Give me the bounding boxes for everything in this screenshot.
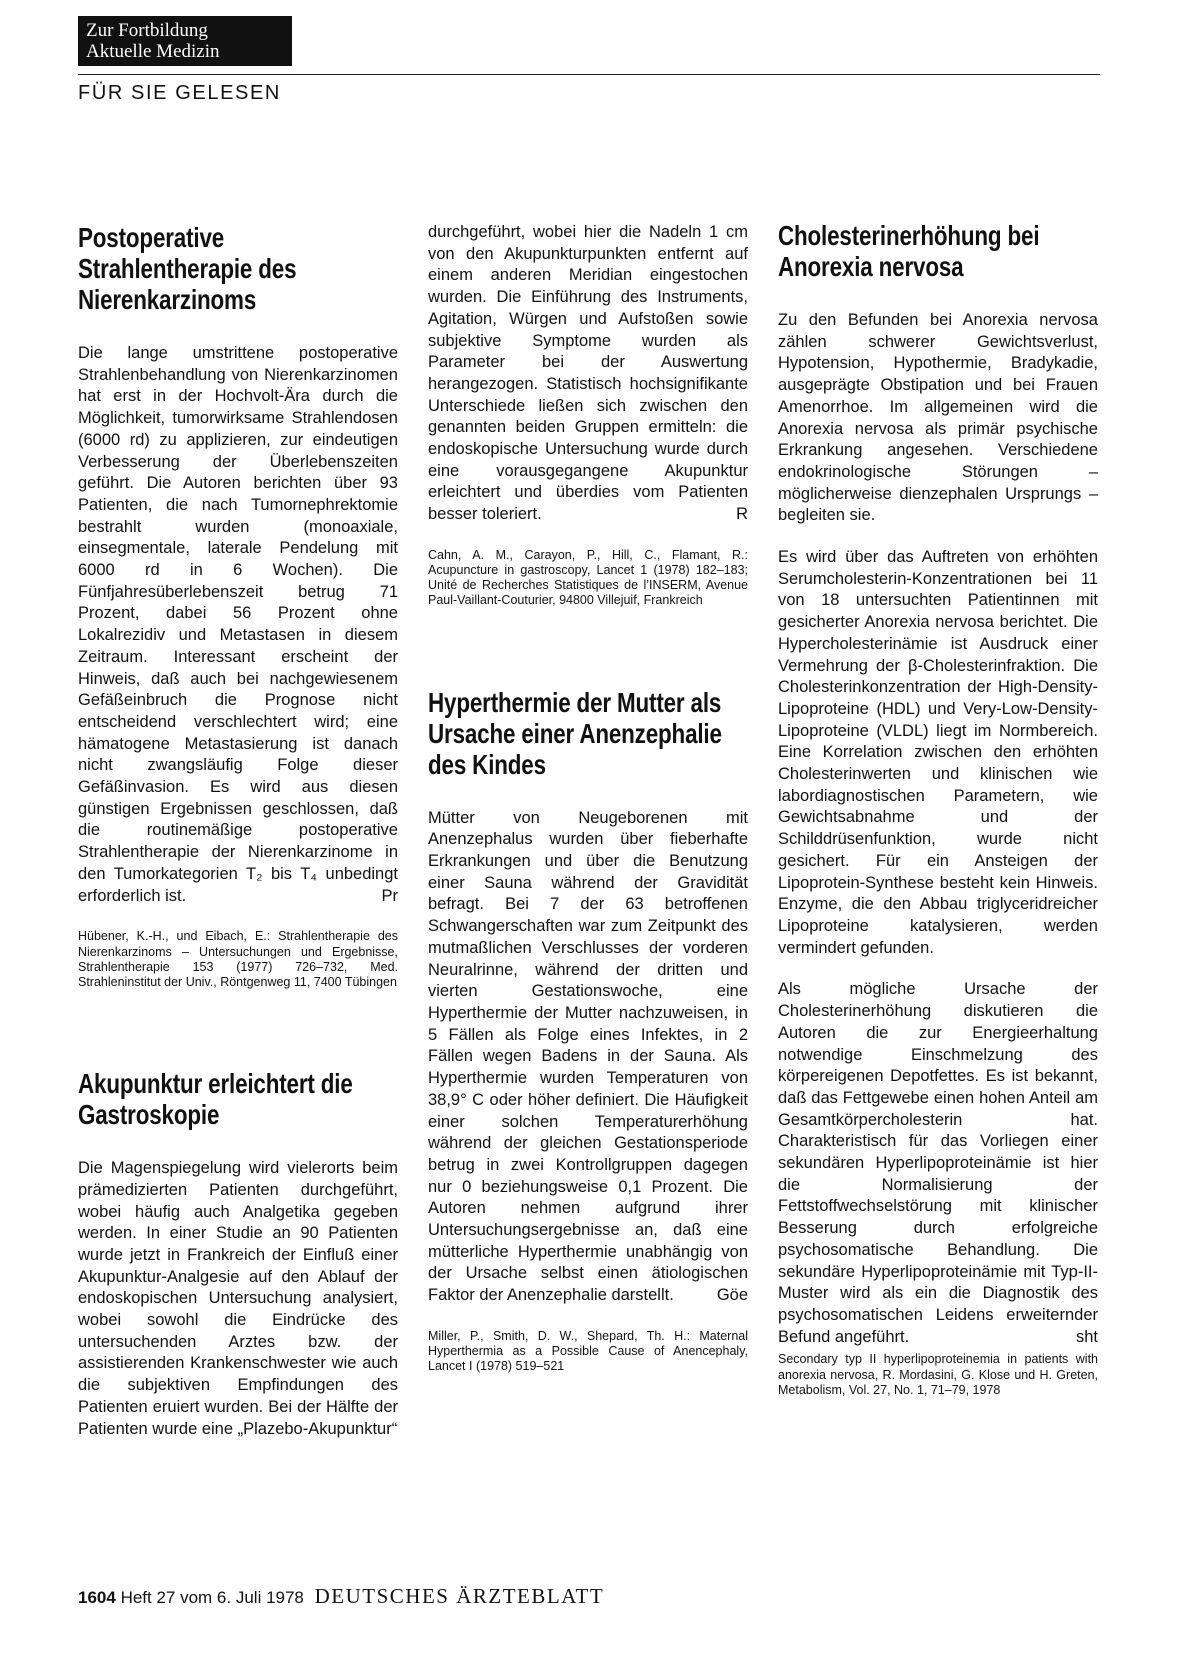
column-3	[778, 220, 1098, 1398]
section-badge	[78, 16, 292, 66]
article-4-paragraph-1: Zu den Befunden bei Anorexia nervosa zählen schwerer Gewichtsverlust, Hypotension, Hypothermie, Bradykadie, ausgeprägte Obstipation und bei Frauen Amenorrhoe. Im allgemeinen wird die Anorexia nervosa als primär psychische Erkrankung angesehen. Verschiedene endokrinologische Störungen – möglicherweise dienzephalen Ursprungs – begleiten sie.	[778, 311, 1098, 525]
badge-line-1: Zur Fortbildung	[86, 20, 208, 41]
article-2-reference: Cahn, A. M., Carayon, P., Hill, C., Flamant, R.: Acupuncture in gastroscopy, Lancet 1 (1978) 182–183; Unité de Recherches Statistiques de l’INSERM, Avenue Paul-Vaillant-Couturier, 94800 Villejuif, Frankreich	[428, 547, 748, 608]
article-2-body-part-2: durchgeführt, wobei hier die Nadeln 1 cm von den Akupunkturpunkten entfernt auf einem anderen Meridian eingestochen wurden. Die Einführung des Instruments, Agitation, Würgen und Aufstoßen sowie subjektive Symptome wurden als Parameter bei der Auswertung herangezogen. Statistisch hochsignifikante Unterschiede ließen sich zwischen den genannten beiden Gruppen ermitteln: die endoskopische Untersuchung wurde durch eine vorausgegangene Akupunktur erleichtert und überdies vom Patienten besser toleriert.	[428, 223, 748, 524]
magazine-name: DEUTSCHES ÄRZTEBLATT	[314, 1584, 605, 1608]
column-2	[428, 222, 748, 1374]
article-4-title: Cholesterinerhöhung bei Anorexia nervosa	[778, 220, 1040, 282]
article-1-signature: Pr	[381, 886, 398, 905]
article-2-title: Akupunktur erleichtert die Gastroskopie	[78, 1068, 353, 1131]
article-1-body: Die lange umstrittene postoperative Strahlenbehandlung von Nierenkarzinomen hat erst in der Hochvolt-Ära durch die Möglichkeit, tumorwirksame Strahlendosen (6000 rd) zu applizieren, zur eindeutigen Verbesserung der Überlebenszeiten geführt. Die Autoren berichten über 93 Patienten, die nach Tumornephrektomie bestrahlt wurden (monoaxiale, einsegmentale, laterale Pendelung mit 6000 rd in 6 Wochen). Die Fünfjahresüberlebenszeit betrug 71 Prozent, dabei 56 Prozent ohne Lokalrezidiv und Metastasen in diesem Zeitraum. Interessant erscheint der Hinweis, daß auch bei nachgewiesenem Gefäßeinbruch die Prognose nicht entscheidend verschlechtert wird; eine hämatogene Metastasierung ist danach nicht zwangsläufig Folge dieser Gefäßinvasion. Es wird aus diesen günstigen Ergebnissen geschlossen, daß die routinemäßige postoperative Strahlentherapie der Nierenkarzinome in den Tumorkategorien T₂ bis T₄ unbedingt erforderlich ist.	[78, 344, 398, 905]
article-4-paragraph-2: Es wird über das Auftreten von erhöhten Serumcholesterin-Konzentrationen bei 11 von 18 untersuchten Patientinnen mit gesicherter Anorexia nervosa berichtet. Die Hypercholesterinämie ist Ausdruck einer Vermehrung der β-Cholesterinfraktion. Die Cholesterinkonzentration der High-Density-Lipoproteine (HDL) und Very-Low-Density-Lipoproteine (VLDL) liegt im Normbereich. Eine Korrelation zwischen den erhöhten Cholesterinwerten und klinischen wie labordiagnostischen Parametern, wie Gewichtsabnahme und der Schilddrüsenfunktion, wurde nicht gesichert. Für ein Ansteigen der Lipoprotein-Synthese besteht kein Hinweis. Enzyme, die den Abbau triglyceridreicher Lipoproteine katalysieren, werden vermindert gefunden.	[778, 548, 1098, 957]
article-2-body-part-1: Die Magenspiegelung wird vielerorts beim prämedizierten Patienten durchgeführt, wobei häufig auch Analgetika gegeben werden. In einer Studie an 90 Patienten wurde jetzt in Frankreich der Einfluß einer Akupunktur-Analgesie auf den Ablauf der endoskopischen Untersuchung analysiert, wobei sowohl die Eindrücke des untersuchenden Arztes bzw. der assistierenden Krankenschwester wie auch die subjektiven Empfindungen des Patienten eruiert wurden. Bei der Hälfte der Patienten wurde eine „Plazebo-Akupunktur“	[78, 1159, 398, 1438]
article-4-signature: sht	[1075, 1327, 1098, 1346]
page-number: 1604	[78, 1588, 116, 1607]
article-2-signature: R	[736, 505, 748, 524]
article-1-title: Postoperative Strahlentherapie des Nierenkarzinoms	[78, 222, 297, 315]
article-4-reference: Secondary typ II hyperlipoproteinemia in patients with anorexia nervosa, R. Mordasini, G. Klose und H. Greten, Metabolism, Vol. 27, No. 1, 71–79, 1978	[778, 1352, 1098, 1397]
article-3-title: Hyperthermie der Mutter als Ursache einer Anenzephalie des Kindes	[428, 686, 722, 780]
article-1-reference: Hübener, K.-H., und Eibach, E.: Strahlentherapie des Nierenkarzinoms – Untersuchungen und Ergebnisse, Strahlentherapie 153 (1977) 726–732, Med. Strahleninstitut der Univ., Röntgenweg 11, 7400 Tübingen	[78, 929, 398, 989]
article-3-signature: Göe	[716, 1286, 748, 1305]
section-title: FÜR SIE GELESEN	[78, 82, 281, 104]
badge-line-2: Aktuelle Medizin	[86, 41, 220, 62]
article-3-body: Mütter von Neugeborenen mit Anenzephalus wurden über fieberhafte Erkrankungen und über die Benutzung einer Sauna während der Gravidität befragt. Bei 7 der 63 betroffenen Schwangerschaften war zum Zeitpunkt des mutmaßlichen Verschlusses der vorderen Neuralrinne, während der dritten und vierten Gestationswoche, eine Hyperthermie der Mutter nachzuweisen, in 5 Fällen als Folge eines Infektes, in 2 Fällen wegen Badens in der Sauna. Als Hyperthermie wurden Temperaturen von 38,9° C oder höher definiert. Die Häufigkeit einer solchen Temperaturerhöhung während der gleichen Gestationsperiode betrug in zwei Kontrollgruppen dagegen nur 0 beziehungsweise 0,1 Prozent. Die Autoren nehmen aufgrund ihrer Untersuchungsergebnisse an, daß eine mütterliche Hyperthermie unabhängig von der Ursache selbst einen ätiologischen Faktor der Anenzephalie darstellt.	[428, 808, 748, 1305]
article-3-reference: Miller, P., Smith, D. W., Shepard, Th. H.: Maternal Hyperthermia as a Possible Cause of Anencephaly, Lancet I (1978) 519–521	[428, 1328, 748, 1374]
column-1	[78, 222, 398, 1440]
header-rule	[78, 74, 1100, 75]
article-4-paragraph-3: Als mögliche Ursache der Cholesterinerhöhung diskutieren die Autoren die zur Energieerhaltung notwendige Einschmelzung des körpereigenen Depotfettes. Es ist bekannt, daß das Fettgewebe einen hohen Anteil am Gesamtkörpercholesterin hat. Charakteristisch für das Vorliegen einer sekundären Hyperlipoproteinämie ist hier die Normalisierung der Fettstoffwechselstörung mit klinischer Besserung durch erfolgreiche psychosomatische Behandlung. Die sekundäre Hyperlipoproteinämie mit Typ-II-Muster wird als ein die Diagnostik des psychosomatischen Leidens erweiternder Befund angeführt.	[778, 980, 1098, 1346]
page-footer	[78, 1584, 604, 1609]
issue-info: Heft 27 vom 6. Juli 1978	[120, 1588, 304, 1607]
